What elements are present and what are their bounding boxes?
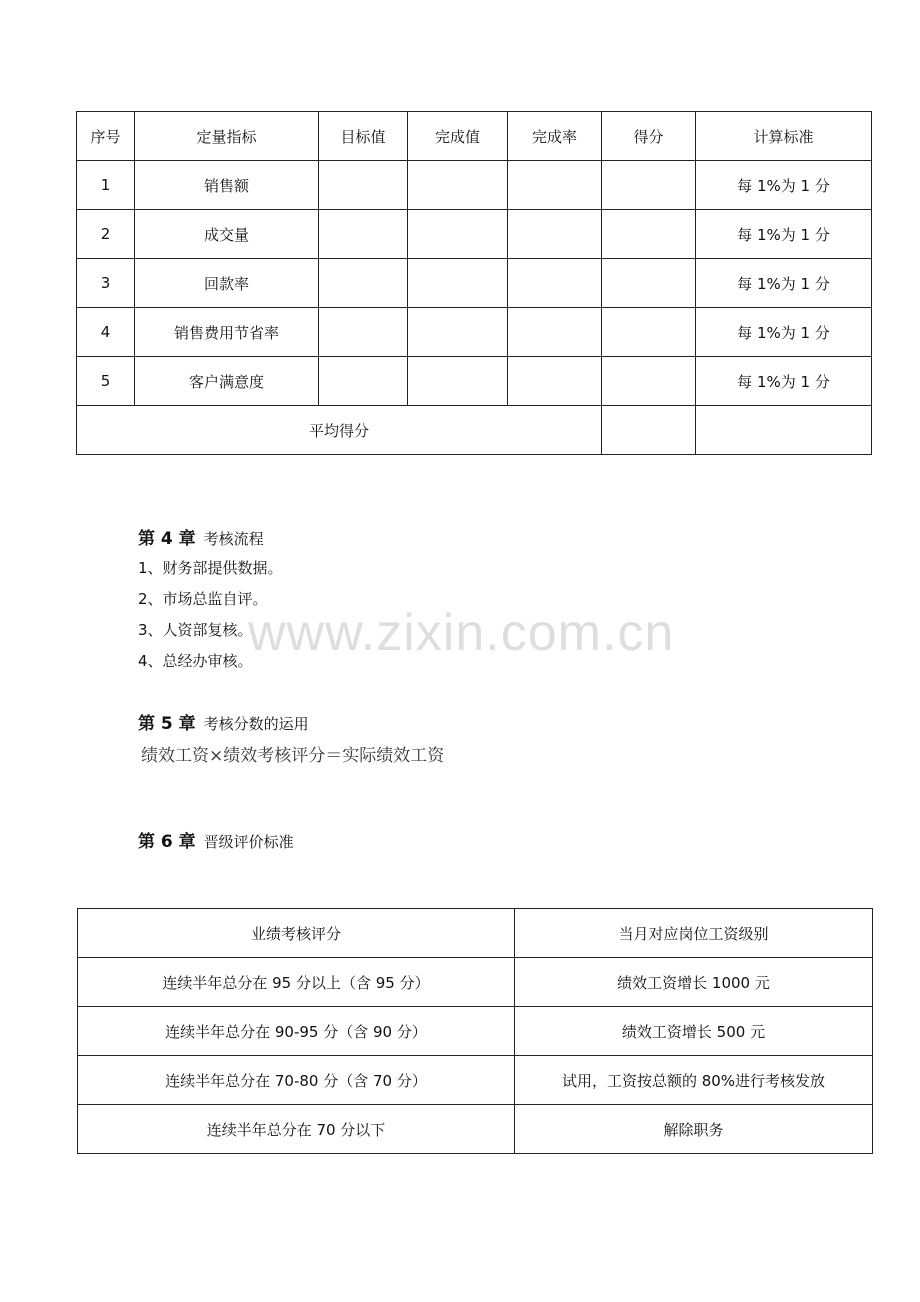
salary-formula: 绩效工资×绩效考核评分＝实际绩效工资 <box>141 746 445 766</box>
chapter-number: 第 4 章 <box>138 529 196 549</box>
table-cell <box>508 161 602 210</box>
kpi-footer-row <box>77 406 872 455</box>
process-step: 3、人资部复核。 <box>138 621 253 639</box>
table-cell: 绩效工资增长 500 元 <box>515 1007 873 1056</box>
table-cell: 4 <box>77 308 135 357</box>
table-cell: 试用，工资按总额的 80%进行考核发放 <box>515 1056 873 1105</box>
table-cell: 销售费用节省率 <box>135 308 319 357</box>
table-cell <box>408 210 508 259</box>
average-score-standard <box>696 406 872 455</box>
kpi-header-row <box>77 112 872 161</box>
table-cell <box>319 210 408 259</box>
watermark: www.zixin.com.cn <box>248 604 675 662</box>
chapter-title: 考核分数的运用 <box>203 715 309 733</box>
table-cell <box>319 308 408 357</box>
table-cell: 解除职务 <box>515 1105 873 1154</box>
chapter-5-heading <box>138 709 309 734</box>
table-cell <box>508 259 602 308</box>
table-cell <box>319 357 408 406</box>
chapter-number: 第 5 章 <box>138 714 196 734</box>
table-cell: 成交量 <box>135 210 319 259</box>
table-cell <box>602 259 696 308</box>
table-row <box>78 1007 873 1056</box>
table-row <box>77 357 872 406</box>
table-cell <box>602 357 696 406</box>
table-cell: 每 1%为 1 分 <box>696 357 872 406</box>
table-row <box>78 1105 873 1154</box>
table-cell: 每 1%为 1 分 <box>696 308 872 357</box>
table-cell: 回款率 <box>135 259 319 308</box>
average-score-label: 平均得分 <box>77 406 602 455</box>
table-row <box>77 259 872 308</box>
promotion-header-cell: 当月对应岗位工资级别 <box>515 909 873 958</box>
chapter-number: 第 6 章 <box>138 832 196 852</box>
kpi-header-cell: 完成率 <box>508 112 602 161</box>
kpi-header-cell: 序号 <box>77 112 135 161</box>
kpi-table <box>76 111 872 455</box>
kpi-header-cell: 定量指标 <box>135 112 319 161</box>
table-cell <box>408 259 508 308</box>
table-cell: 每 1%为 1 分 <box>696 210 872 259</box>
kpi-header-cell: 得分 <box>602 112 696 161</box>
table-cell <box>508 357 602 406</box>
table-cell: 每 1%为 1 分 <box>696 259 872 308</box>
table-cell <box>408 161 508 210</box>
table-cell: 连续半年总分在 70-80 分（含 70 分） <box>78 1056 515 1105</box>
kpi-header-cell: 目标值 <box>319 112 408 161</box>
table-cell: 销售额 <box>135 161 319 210</box>
kpi-header-cell: 完成值 <box>408 112 508 161</box>
table-row <box>77 210 872 259</box>
table-cell <box>602 210 696 259</box>
promotion-header-cell: 业绩考核评分 <box>78 909 515 958</box>
promotion-table <box>77 908 873 1154</box>
table-cell <box>319 161 408 210</box>
chapter-title: 晋级评价标准 <box>203 833 294 851</box>
table-cell <box>408 308 508 357</box>
table-cell <box>602 308 696 357</box>
table-cell: 3 <box>77 259 135 308</box>
table-row <box>78 1056 873 1105</box>
chapter-6-heading <box>138 827 294 852</box>
promotion-header-row <box>78 909 873 958</box>
chapter-4-heading <box>138 524 264 549</box>
table-cell <box>602 161 696 210</box>
table-cell: 连续半年总分在 70 分以下 <box>78 1105 515 1154</box>
table-cell: 5 <box>77 357 135 406</box>
process-step: 1、财务部提供数据。 <box>138 559 283 577</box>
process-step: 4、总经办审核。 <box>138 652 253 670</box>
table-cell <box>319 259 408 308</box>
table-cell <box>508 210 602 259</box>
average-score-value <box>602 406 696 455</box>
table-cell: 连续半年总分在 90-95 分（含 90 分） <box>78 1007 515 1056</box>
kpi-header-cell: 计算标准 <box>696 112 872 161</box>
process-step: 2、市场总监自评。 <box>138 590 268 608</box>
table-cell: 客户满意度 <box>135 357 319 406</box>
table-cell: 1 <box>77 161 135 210</box>
table-row <box>77 161 872 210</box>
table-row <box>78 958 873 1007</box>
table-cell: 绩效工资增长 1000 元 <box>515 958 873 1007</box>
table-cell <box>508 308 602 357</box>
table-cell <box>408 357 508 406</box>
table-cell: 连续半年总分在 95 分以上（含 95 分） <box>78 958 515 1007</box>
table-cell: 2 <box>77 210 135 259</box>
table-cell: 每 1%为 1 分 <box>696 161 872 210</box>
chapter-title: 考核流程 <box>203 530 264 548</box>
table-row <box>77 308 872 357</box>
